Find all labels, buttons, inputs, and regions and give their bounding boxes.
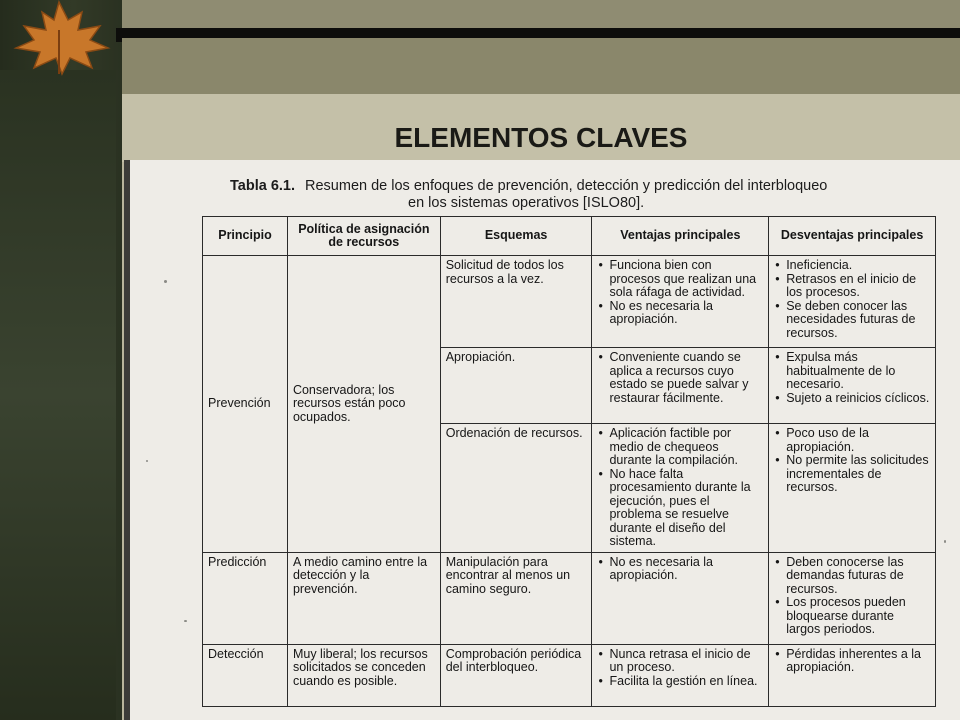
advantages-cell <box>592 552 769 644</box>
scheme-cell: Comprobación periódica del interbloqueo. <box>440 644 592 706</box>
disadvantages-cell <box>769 424 936 553</box>
principle-detection: Detección <box>203 644 288 706</box>
disadvantages-cell <box>769 256 936 348</box>
disadvantages-cell <box>769 552 936 644</box>
table-caption <box>230 178 930 212</box>
caption-line-1: Resumen de los enfoques de prevención, detección y predicción del interbloqueo <box>305 178 828 194</box>
policy-prediction: A medio camino entre la detección y la prevención. <box>287 552 440 644</box>
list-item: • Expulsa más habitualmente de lo necesario. <box>786 351 930 392</box>
scheme-cell: Ordenación de recursos. <box>440 424 592 553</box>
scheme-cell: Solicitud de todos los recursos a la vez. <box>440 256 592 348</box>
disadvantages-cell <box>769 348 936 424</box>
advantages-cell <box>592 644 769 706</box>
scheme-cell: Manipulación para encontrar al menos un camino seguro. <box>440 552 592 644</box>
header-principle: Principio <box>203 217 288 256</box>
list-item: • Se deben conocer las necesidades futuras de recursos. <box>786 300 930 341</box>
caption-label: Tabla 6.1. <box>230 178 296 194</box>
scanned-document <box>124 160 960 720</box>
principle-prediction: Predicción <box>203 552 288 644</box>
caption-line-2: en los sistemas operativos [ISLO80]. <box>408 195 645 211</box>
scan-speck <box>164 280 167 283</box>
list-item: • Sujeto a reinicios cíclicos. <box>786 392 930 406</box>
subtitle-band <box>122 94 960 162</box>
list-item: • Aplicación factible por medio de chequeos durante la compilación. <box>609 427 763 468</box>
list-item: • No hace falta procesamiento durante la ejecución, pues el problema se resuelve durante el diseño del sistema. <box>609 468 763 549</box>
list-item: • Nunca retrasa el inicio de un proceso. <box>609 648 763 675</box>
title-band <box>122 38 960 94</box>
left-decor-strip <box>0 0 122 720</box>
advantages-cell <box>592 424 769 553</box>
list-item: • No es necesaria la apropiación. <box>609 300 763 327</box>
slide-subtitle: ELEMENTOS CLAVES <box>394 122 688 153</box>
list-item: • Ineficiencia. <box>786 259 930 273</box>
deadlock-summary-table <box>202 216 936 707</box>
list-item: • Conveniente cuando se aplica a recursos cuyo estado se puede salvar y restaurar fácilmente. <box>609 351 763 405</box>
header-disadvantages: Desventajas principales <box>769 217 936 256</box>
advantages-cell <box>592 256 769 348</box>
list-item: • No es necesaria la apropiación. <box>609 556 763 583</box>
list-item: • Funciona bien con procesos que realizan una sola ráfaga de actividad. <box>609 259 763 300</box>
list-item: • Deben conocerse las demandas futuras de recursos. <box>786 556 930 597</box>
header-policy: Política de asignación de recursos <box>287 217 440 256</box>
scan-speck <box>944 540 946 543</box>
list-item: • No permite las solicitudes incrementales de recursos. <box>786 454 930 495</box>
advantages-cell <box>592 348 769 424</box>
policy-prevention: Conservadora; los recursos están poco ocupados. <box>287 256 440 553</box>
list-item: • Facilita la gestión en línea. <box>609 675 763 689</box>
table-row <box>203 552 936 644</box>
header-advantages: Ventajas principales <box>592 217 769 256</box>
list-item: • Los procesos pueden bloquearse durante largos periodos. <box>786 596 930 637</box>
list-item: • Pérdidas inherentes a la apropiación. <box>786 648 930 675</box>
header-schemes: Esquemas <box>440 217 592 256</box>
maple-leaf-icon <box>4 0 114 74</box>
scan-edge-shadow <box>124 160 130 720</box>
scan-speck <box>146 460 148 462</box>
list-item: • Retrasos en el inicio de los procesos. <box>786 273 930 300</box>
disadvantages-cell <box>769 644 936 706</box>
top-band <box>0 0 960 30</box>
scan-speck <box>184 620 187 622</box>
table-row <box>203 644 936 706</box>
scheme-cell: Apropiación. <box>440 348 592 424</box>
list-item: • Poco uso de la apropiación. <box>786 427 930 454</box>
header-row <box>203 217 936 256</box>
principle-prevention: Prevención <box>203 256 288 553</box>
policy-detection: Muy liberal; los recursos solicitados se conceden cuando es posible. <box>287 644 440 706</box>
table-row <box>203 256 936 348</box>
